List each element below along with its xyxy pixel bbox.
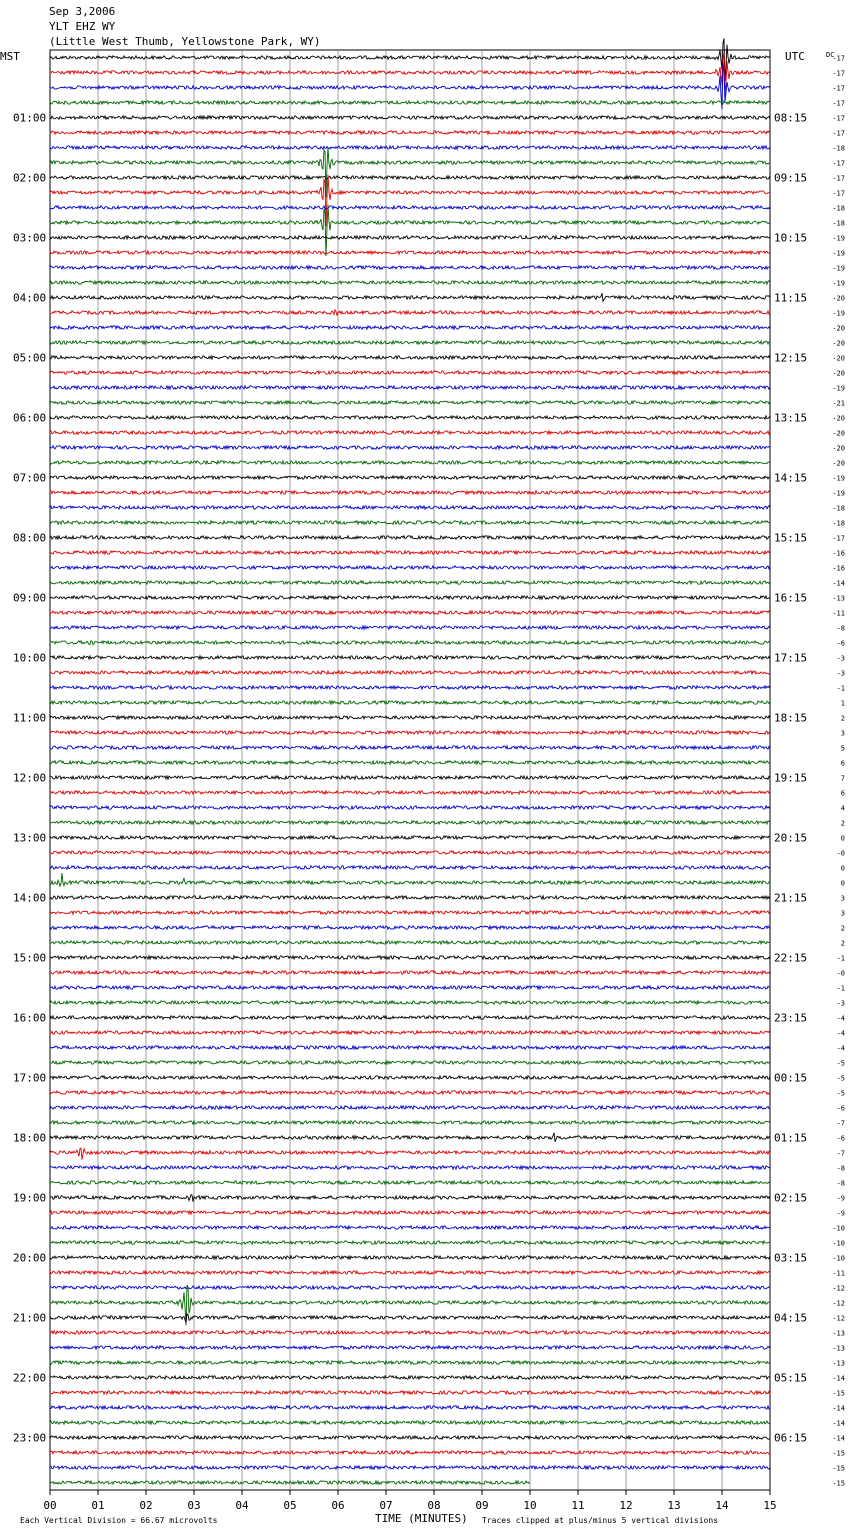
dc-offset-row-49: 6 xyxy=(840,789,845,798)
dc-offset-row-5: -17 xyxy=(832,129,845,138)
mst-label-20:00: 20:00 xyxy=(13,1251,47,1265)
utc-label-20:15: 20:15 xyxy=(774,831,808,845)
utc-label-13:15: 13:15 xyxy=(774,411,808,425)
trace-row-34 xyxy=(50,566,770,569)
trace-row-72 xyxy=(50,1133,770,1142)
trace-row-16 xyxy=(50,293,770,301)
trace-row-31 xyxy=(50,521,770,524)
dc-offset-row-81: -11 xyxy=(832,1269,845,1278)
trace-row-15 xyxy=(50,281,770,284)
trace-row-92 xyxy=(50,1436,770,1439)
trace-row-32 xyxy=(50,536,770,539)
x-tick-label-00: 00 xyxy=(43,1499,57,1512)
x-tick-label-15: 15 xyxy=(763,1499,777,1512)
dc-offset-row-35: -14 xyxy=(832,579,845,588)
dc-offset-row-17: -19 xyxy=(832,309,845,318)
dc-offset-row-1: -17 xyxy=(832,69,845,78)
trace-row-73 xyxy=(50,1148,770,1159)
dc-offset-row-34: -16 xyxy=(832,564,845,573)
mst-label-13:00: 13:00 xyxy=(13,831,47,845)
dc-offset-row-41: -3 xyxy=(836,669,845,678)
dc-offset-row-89: -15 xyxy=(832,1389,845,1398)
dc-offset-row-90: -14 xyxy=(832,1404,845,1413)
trace-row-24 xyxy=(50,416,770,419)
dc-header-label: DC xyxy=(826,51,835,59)
utc-label-12:15: 12:15 xyxy=(774,351,808,365)
utc-label-17:15: 17:15 xyxy=(774,651,808,665)
trace-row-57 xyxy=(50,911,770,914)
x-tick-label-12: 12 xyxy=(619,1499,633,1512)
dc-offset-row-78: -10 xyxy=(832,1224,845,1233)
x-tick-label-10: 10 xyxy=(523,1499,537,1512)
dc-offset-row-79: -10 xyxy=(832,1239,845,1248)
footer-scale-note: Each Vertical Division = 66.67 microvolts xyxy=(20,1516,218,1525)
mst-label-11:00: 11:00 xyxy=(13,711,47,725)
trace-row-5 xyxy=(50,131,770,134)
dc-offset-row-40: -3 xyxy=(836,654,845,663)
utc-label-23:15: 23:15 xyxy=(774,1011,808,1025)
trace-row-39 xyxy=(50,641,770,645)
dc-offset-row-7: -17 xyxy=(832,159,845,168)
trace-row-12 xyxy=(50,236,770,239)
dc-offset-row-70: -6 xyxy=(836,1104,845,1113)
utc-label-06:15: 06:15 xyxy=(774,1431,808,1445)
dc-offset-row-93: -15 xyxy=(832,1449,845,1458)
trace-row-50 xyxy=(50,806,770,809)
trace-row-70 xyxy=(50,1106,770,1109)
trace-row-53 xyxy=(50,851,770,854)
x-tick-label-11: 11 xyxy=(571,1499,585,1512)
dc-offset-row-71: -7 xyxy=(836,1119,845,1128)
trace-row-80 xyxy=(50,1256,770,1259)
x-tick-label-01: 01 xyxy=(91,1499,105,1512)
trace-row-22 xyxy=(50,386,770,389)
trace-row-91 xyxy=(50,1421,770,1424)
x-tick-label-09: 09 xyxy=(475,1499,489,1512)
dc-offset-row-48: 7 xyxy=(840,774,845,783)
trace-row-17 xyxy=(50,310,770,316)
utc-label-15:15: 15:15 xyxy=(774,531,808,545)
dc-offset-row-39: -6 xyxy=(836,639,845,648)
mst-label-09:00: 09:00 xyxy=(13,591,47,605)
trace-row-81 xyxy=(50,1271,770,1274)
dc-offset-row-95: -15 xyxy=(832,1479,845,1488)
dc-offset-row-27: -20 xyxy=(832,459,845,468)
trace-row-78 xyxy=(50,1226,770,1229)
mst-label-07:00: 07:00 xyxy=(13,471,47,485)
utc-label-19:15: 19:15 xyxy=(774,771,808,785)
trace-row-58 xyxy=(50,926,770,929)
dc-offset-row-0: -17 xyxy=(832,54,845,63)
dc-offset-row-82: -12 xyxy=(832,1284,845,1293)
dc-offset-row-12: -19 xyxy=(832,234,845,243)
trace-row-83 xyxy=(50,1285,770,1325)
utc-label-09:15: 09:15 xyxy=(774,171,808,185)
trace-row-9 xyxy=(50,175,770,226)
x-tick-label-14: 14 xyxy=(715,1499,729,1512)
trace-row-14 xyxy=(50,266,770,269)
trace-row-87 xyxy=(50,1361,770,1364)
utc-label-02:15: 02:15 xyxy=(774,1191,808,1205)
x-axis-label: TIME (MINUTES) xyxy=(375,1512,468,1525)
dc-offset-row-45: 3 xyxy=(840,729,845,738)
trace-row-47 xyxy=(50,761,770,764)
utc-label-14:15: 14:15 xyxy=(774,471,808,485)
utc-label-01:15: 01:15 xyxy=(774,1131,808,1145)
footer-clip-note: Traces clipped at plus/minus 5 vertical divisions xyxy=(482,1516,719,1525)
trace-row-64 xyxy=(50,1016,770,1019)
mst-label-14:00: 14:00 xyxy=(13,891,47,905)
dc-offset-row-54: 0 xyxy=(840,864,845,873)
trace-row-41 xyxy=(50,671,770,674)
trace-row-89 xyxy=(50,1391,770,1394)
utc-hour-labels xyxy=(774,112,807,1445)
dc-offset-row-13: -19 xyxy=(832,249,845,258)
trace-row-33 xyxy=(50,551,770,554)
dc-offset-row-28: -19 xyxy=(832,474,845,483)
trace-row-37 xyxy=(50,611,770,614)
x-tick-label-03: 03 xyxy=(187,1499,201,1512)
dc-offset-row-31: -18 xyxy=(832,519,845,528)
trace-row-48 xyxy=(50,776,770,779)
trace-row-20 xyxy=(50,356,770,359)
trace-row-63 xyxy=(50,1001,770,1004)
trace-row-4 xyxy=(50,116,770,119)
trace-row-52 xyxy=(50,836,770,839)
dc-offset-row-4: -17 xyxy=(832,114,845,123)
dc-offset-row-51: 2 xyxy=(840,819,845,828)
dc-offset-row-46: 5 xyxy=(840,744,845,753)
dc-offset-row-20: -20 xyxy=(832,354,845,363)
dc-offset-row-32: -17 xyxy=(832,534,845,543)
utc-axis-label: UTC xyxy=(785,50,805,63)
mst-label-17:00: 17:00 xyxy=(13,1071,47,1085)
dc-offset-row-37: -11 xyxy=(832,609,845,618)
dc-offset-row-8: -17 xyxy=(832,174,845,183)
mst-label-05:00: 05:00 xyxy=(13,351,47,365)
trace-row-69 xyxy=(50,1091,770,1094)
trace-row-75 xyxy=(50,1181,770,1184)
mst-label-10:00: 10:00 xyxy=(13,651,47,665)
trace-row-65 xyxy=(50,1031,770,1034)
dc-offset-row-91: -14 xyxy=(832,1419,845,1428)
trace-row-10 xyxy=(50,206,770,209)
dc-offset-labels xyxy=(832,55,845,1488)
trace-row-76 xyxy=(50,1195,770,1202)
trace-row-38 xyxy=(50,626,770,629)
trace-row-71 xyxy=(50,1121,770,1124)
trace-row-77 xyxy=(50,1211,770,1214)
dc-offset-row-30: -18 xyxy=(832,504,845,513)
dc-offset-row-10: -18 xyxy=(832,204,845,213)
trace-row-60 xyxy=(50,956,770,959)
trace-row-66 xyxy=(50,1046,770,1049)
trace-row-44 xyxy=(50,716,770,719)
mst-label-02:00: 02:00 xyxy=(13,171,47,185)
dc-offset-row-36: -13 xyxy=(832,594,845,603)
trace-row-40 xyxy=(50,656,770,659)
mst-label-21:00: 21:00 xyxy=(13,1311,47,1325)
trace-row-11 xyxy=(50,205,770,256)
dc-offset-row-58: 2 xyxy=(840,924,845,933)
utc-label-00:15: 00:15 xyxy=(774,1071,808,1085)
trace-row-54 xyxy=(50,866,770,869)
dc-offset-row-83: -12 xyxy=(832,1299,845,1308)
dc-offset-row-61: -0 xyxy=(836,969,845,978)
mst-label-22:00: 22:00 xyxy=(13,1371,47,1385)
dc-offset-row-9: -17 xyxy=(832,189,845,198)
station-location: (Little West Thumb, Yellowstone Park, WY) xyxy=(49,35,321,48)
trace-row-43 xyxy=(50,701,770,704)
trace-row-93 xyxy=(50,1451,770,1454)
dc-offset-row-2: -17 xyxy=(832,84,845,93)
dc-offset-row-19: -20 xyxy=(832,339,845,348)
trace-row-42 xyxy=(50,686,770,689)
trace-row-67 xyxy=(50,1061,770,1064)
dc-offset-row-86: -13 xyxy=(832,1344,845,1353)
dc-offset-row-73: -7 xyxy=(836,1149,845,1158)
dc-offset-row-69: -5 xyxy=(836,1089,845,1098)
trace-row-27 xyxy=(50,461,770,464)
trace-row-74 xyxy=(50,1166,770,1169)
dc-offset-row-15: -19 xyxy=(832,279,845,288)
trace-row-25 xyxy=(50,431,770,434)
dc-offset-row-57: 3 xyxy=(840,909,845,918)
dc-offset-row-11: -18 xyxy=(832,219,845,228)
trace-row-46 xyxy=(50,746,770,749)
dc-offset-row-43: 1 xyxy=(840,699,845,708)
x-tick-label-05: 05 xyxy=(283,1499,297,1512)
mst-label-15:00: 15:00 xyxy=(13,951,47,965)
dc-offset-row-24: -20 xyxy=(832,414,845,423)
dc-offset-row-94: -15 xyxy=(832,1464,845,1473)
trace-row-86 xyxy=(50,1346,770,1349)
dc-offset-row-88: -14 xyxy=(832,1374,845,1383)
trace-row-61 xyxy=(50,971,770,974)
dc-offset-row-21: -20 xyxy=(832,369,845,378)
mst-label-06:00: 06:00 xyxy=(13,411,47,425)
trace-row-59 xyxy=(50,941,770,944)
trace-row-19 xyxy=(50,341,770,344)
trace-row-85 xyxy=(50,1331,770,1334)
trace-row-79 xyxy=(50,1241,770,1244)
dc-offset-row-76: -9 xyxy=(836,1194,845,1203)
mst-label-01:00: 01:00 xyxy=(13,111,47,125)
dc-offset-row-59: 2 xyxy=(840,939,845,948)
mst-hour-labels xyxy=(13,112,46,1445)
trace-row-29 xyxy=(50,491,770,494)
station-code: YLT EHZ WY xyxy=(49,20,116,33)
utc-label-10:15: 10:15 xyxy=(774,231,808,245)
dc-offset-row-38: -8 xyxy=(836,624,845,633)
mst-label-23:00: 23:00 xyxy=(13,1431,47,1445)
utc-label-03:15: 03:15 xyxy=(774,1251,808,1265)
trace-row-21 xyxy=(50,371,770,374)
x-tick-label-04: 04 xyxy=(235,1499,249,1512)
dc-offset-row-56: 3 xyxy=(840,894,845,903)
trace-row-3 xyxy=(50,101,770,104)
dc-offset-row-44: 2 xyxy=(840,714,845,723)
dc-offset-row-63: -3 xyxy=(836,999,845,1008)
utc-label-08:15: 08:15 xyxy=(774,111,808,125)
dc-offset-row-92: -14 xyxy=(832,1434,845,1443)
trace-row-26 xyxy=(50,446,770,449)
mst-label-16:00: 16:00 xyxy=(13,1011,47,1025)
dc-offset-row-66: -4 xyxy=(836,1044,845,1053)
dc-offset-row-3: -17 xyxy=(832,99,845,108)
mst-label-19:00: 19:00 xyxy=(13,1191,47,1205)
trace-row-88 xyxy=(50,1376,770,1379)
seismic-traces xyxy=(50,38,770,1484)
trace-row-62 xyxy=(50,986,770,989)
mst-label-04:00: 04:00 xyxy=(13,291,47,305)
trace-row-84 xyxy=(50,1314,770,1323)
utc-label-05:15: 05:15 xyxy=(774,1371,808,1385)
trace-row-8 xyxy=(50,176,770,179)
utc-label-21:15: 21:15 xyxy=(774,891,808,905)
x-tick-label-08: 08 xyxy=(427,1499,441,1512)
trace-row-56 xyxy=(50,896,770,899)
dc-offset-row-77: -9 xyxy=(836,1209,845,1218)
x-tick-label-13: 13 xyxy=(667,1499,681,1512)
x-tick-label-07: 07 xyxy=(379,1499,393,1512)
mst-label-08:00: 08:00 xyxy=(13,531,47,545)
dc-offset-row-33: -16 xyxy=(832,549,845,558)
dc-offset-row-16: -20 xyxy=(832,294,845,303)
trace-row-55 xyxy=(50,873,770,886)
dc-offset-row-22: -19 xyxy=(832,384,845,393)
trace-row-45 xyxy=(50,731,770,734)
mst-label-03:00: 03:00 xyxy=(13,231,47,245)
dc-offset-row-87: -13 xyxy=(832,1359,845,1368)
x-tick-label-06: 06 xyxy=(331,1499,345,1512)
trace-row-30 xyxy=(50,506,770,509)
trace-row-90 xyxy=(50,1406,770,1409)
trace-row-49 xyxy=(50,791,770,794)
mst-axis-label: MST xyxy=(0,50,20,63)
utc-label-04:15: 04:15 xyxy=(774,1311,808,1325)
trace-row-13 xyxy=(50,251,770,254)
dc-offset-row-6: -18 xyxy=(832,144,845,153)
dc-offset-row-80: -10 xyxy=(832,1254,845,1263)
dc-offset-row-52: 0 xyxy=(840,834,845,843)
dc-offset-row-18: -20 xyxy=(832,324,845,333)
dc-offset-row-60: -1 xyxy=(836,954,845,963)
dc-offset-row-55: 0 xyxy=(840,879,845,888)
dc-offset-row-53: -0 xyxy=(836,849,845,858)
utc-label-11:15: 11:15 xyxy=(774,291,808,305)
trace-row-51 xyxy=(50,821,770,824)
trace-row-35 xyxy=(50,581,770,584)
trace-row-6 xyxy=(50,146,770,149)
dc-offset-row-42: -1 xyxy=(836,684,845,693)
dc-offset-row-64: -4 xyxy=(836,1014,845,1023)
utc-label-16:15: 16:15 xyxy=(774,591,808,605)
utc-label-18:15: 18:15 xyxy=(774,711,808,725)
dc-offset-row-84: -12 xyxy=(832,1314,845,1323)
dc-offset-row-47: 6 xyxy=(840,759,845,768)
dc-offset-row-67: -5 xyxy=(836,1059,845,1068)
dc-offset-row-74: -8 xyxy=(836,1164,845,1173)
dc-offset-row-72: -6 xyxy=(836,1134,845,1143)
x-axis-ticks xyxy=(43,1490,776,1512)
trace-row-7 xyxy=(50,148,770,198)
x-tick-label-02: 02 xyxy=(139,1499,153,1512)
utc-label-22:15: 22:15 xyxy=(774,951,808,965)
dc-offset-row-14: -19 xyxy=(832,264,845,273)
trace-row-23 xyxy=(50,401,770,404)
dc-offset-row-62: -1 xyxy=(836,984,845,993)
trace-row-28 xyxy=(50,476,770,479)
trace-row-36 xyxy=(50,596,770,599)
plot-date: Sep 3,2006 xyxy=(49,5,116,18)
dc-offset-row-25: -20 xyxy=(832,429,845,438)
dc-offset-row-75: -8 xyxy=(836,1179,845,1188)
dc-offset-row-29: -19 xyxy=(832,489,845,498)
dc-offset-row-65: -4 xyxy=(836,1029,845,1038)
trace-row-18 xyxy=(50,326,770,329)
trace-row-0 xyxy=(50,38,770,80)
trace-row-94 xyxy=(50,1466,770,1469)
dc-offset-row-68: -5 xyxy=(836,1074,845,1083)
dc-offset-row-23: -21 xyxy=(832,399,845,408)
dc-offset-row-50: 4 xyxy=(840,804,845,813)
dc-offset-row-26: -20 xyxy=(832,444,845,453)
trace-row-68 xyxy=(50,1076,770,1079)
dc-offset-row-85: -13 xyxy=(832,1329,845,1338)
mst-label-18:00: 18:00 xyxy=(13,1131,47,1145)
trace-row-82 xyxy=(50,1286,770,1289)
mst-label-12:00: 12:00 xyxy=(13,771,47,785)
